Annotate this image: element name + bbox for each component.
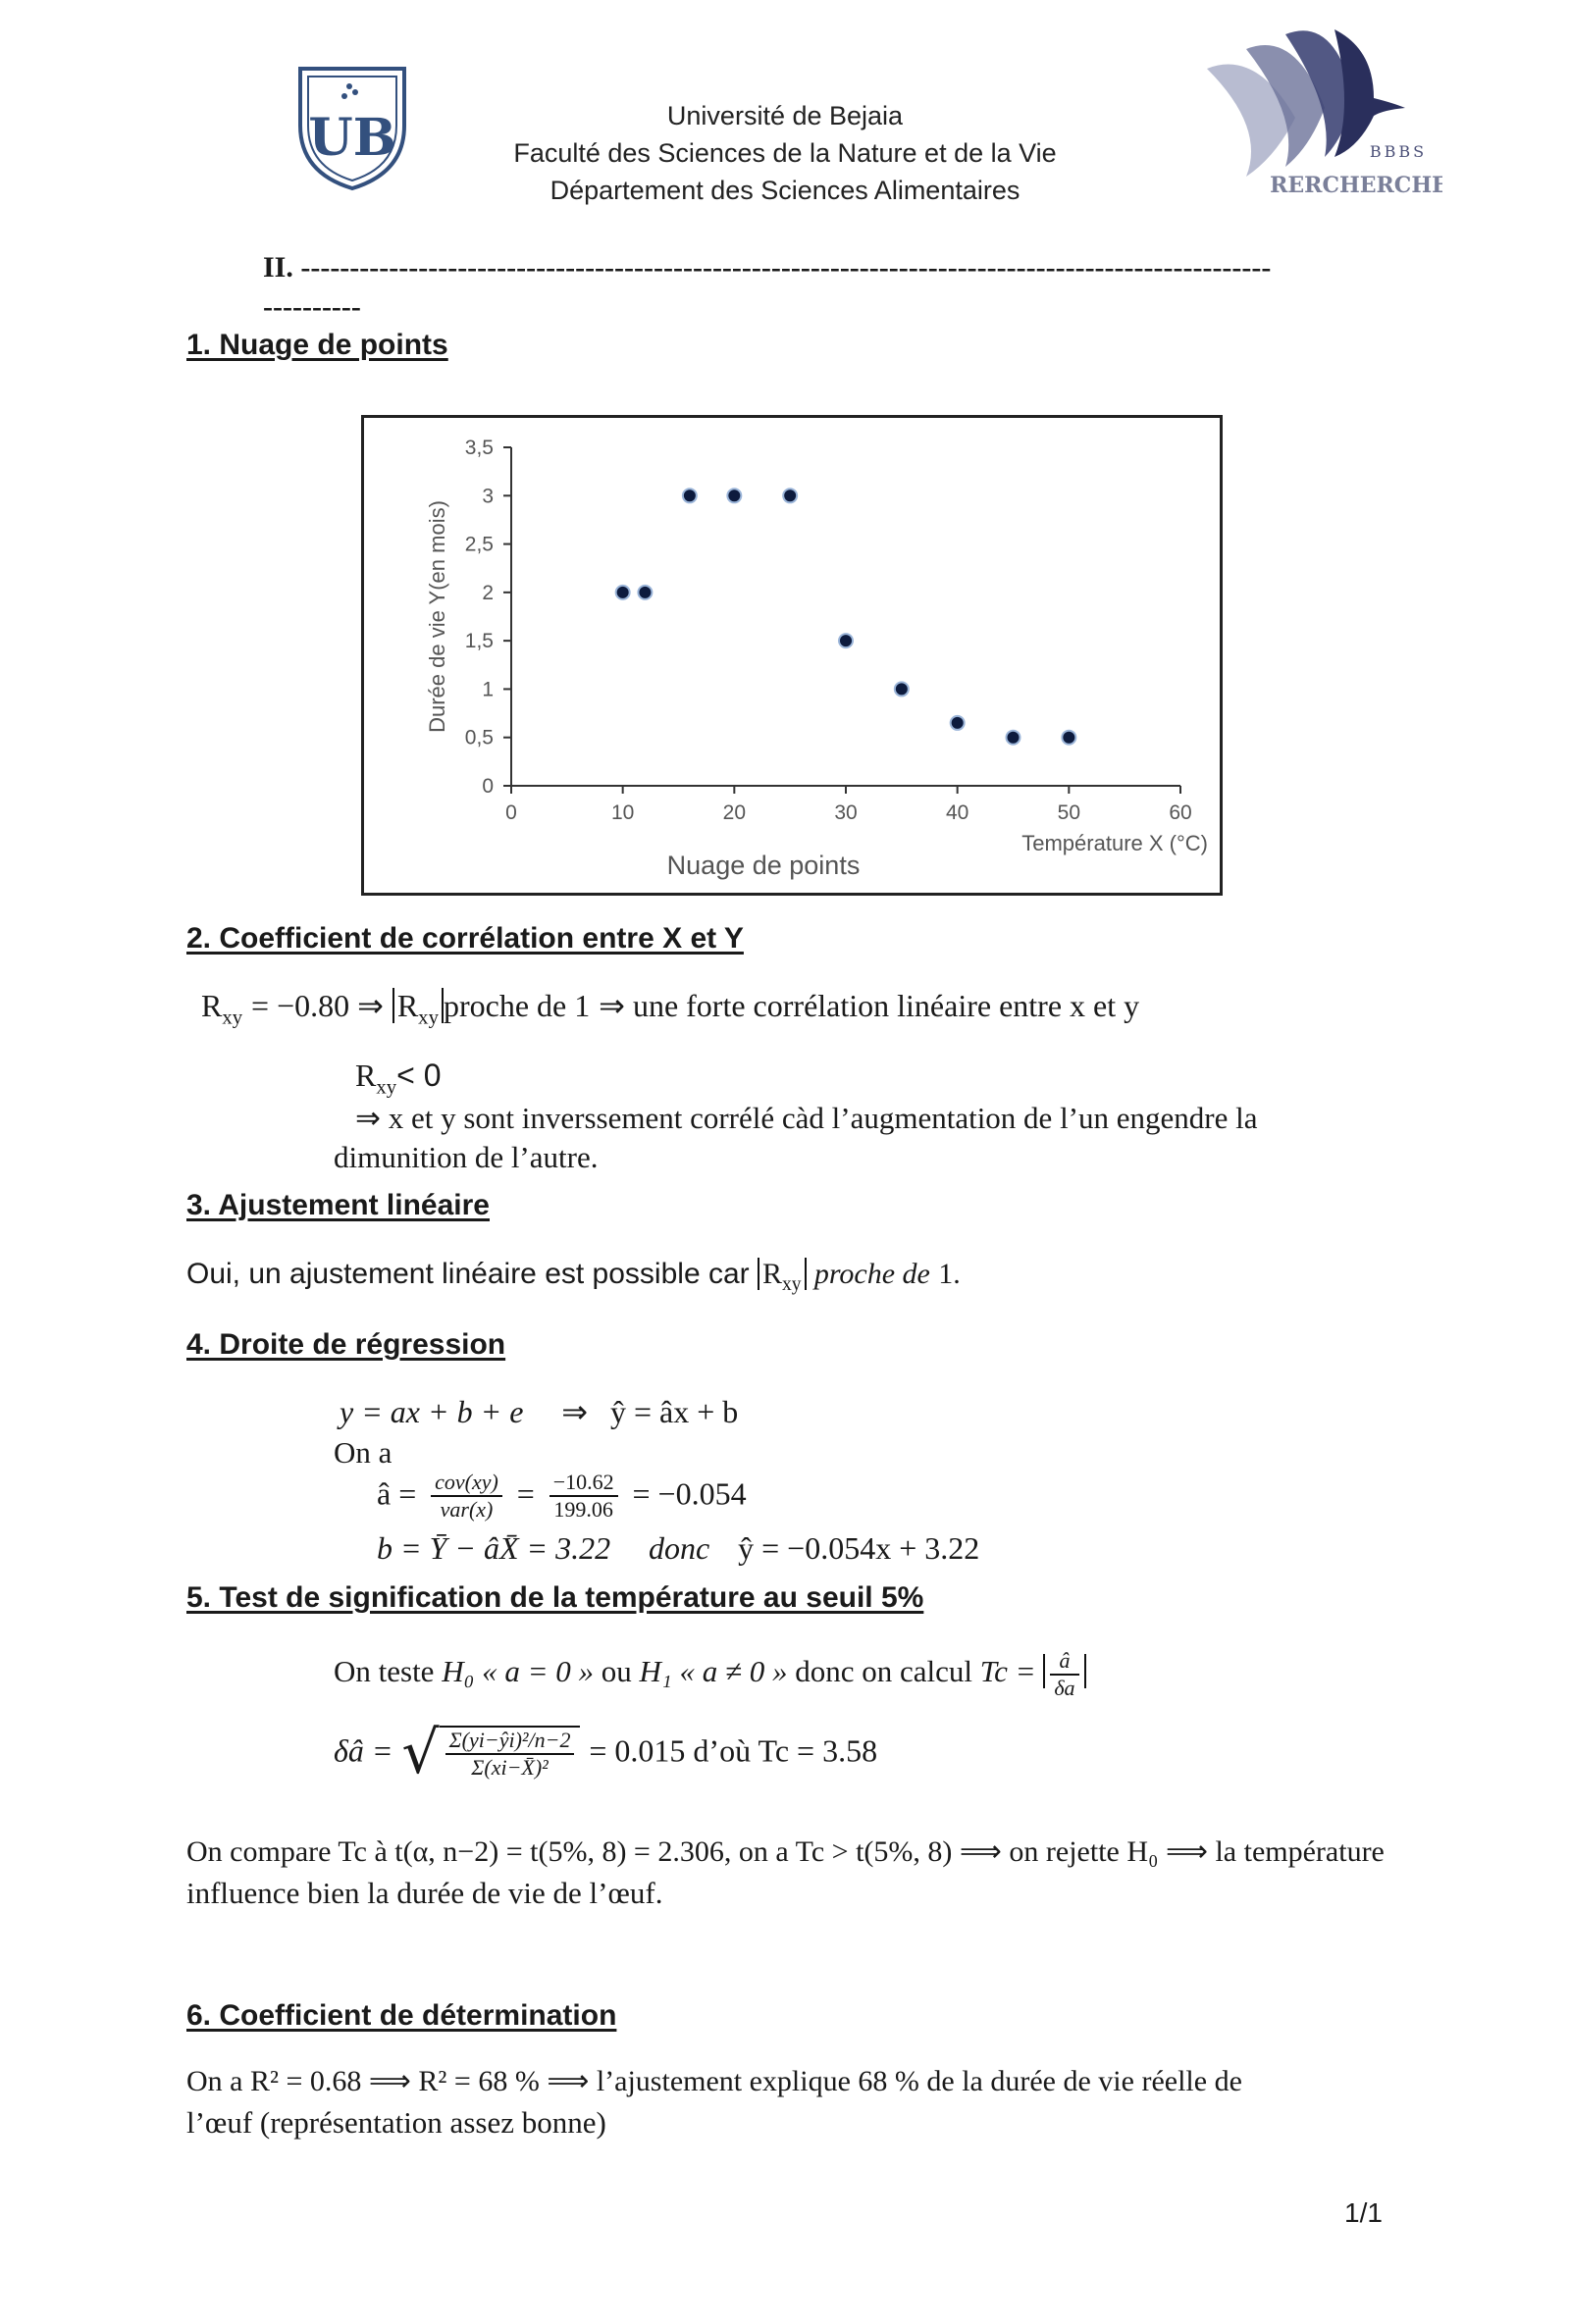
svg-text:RERCHERCHE: RERCHERCHE <box>1270 173 1442 198</box>
b-fit: ŷ = −0.054x + 3.22 <box>738 1530 980 1566</box>
model-equation: y = ax + b + e <box>340 1394 524 1429</box>
delta-label: δâ = <box>334 1732 393 1769</box>
x-tick-label: 0 <box>505 801 517 824</box>
correlation-line: $R_{xy} = -0.80$ ⇒ $R_{xy}$ proche de 1 ⇒ une forte corrélation linéaire entre x et y <box>201 988 1140 1029</box>
data-point <box>1062 731 1075 745</box>
rxy-abs-tail: proche de 1 <box>443 988 591 1023</box>
negative-correlation-text-1: ⇒ x et y sont inverssement corrélé càd l’augmentation de l’un engendre la <box>355 1101 1258 1135</box>
header-university: Université de Bejaia <box>666 101 904 130</box>
negative-correlation-text-2: dimunition de l’autre. <box>334 1140 599 1174</box>
y-tick-label: 0,5 <box>464 726 494 749</box>
x-tick-label: 60 <box>1169 801 1192 824</box>
x-tick-label: 10 <box>610 801 635 824</box>
y-tick-label: 2 <box>482 581 494 604</box>
y-axis-label: Durée de vie Y(en mois) <box>425 500 449 733</box>
part-heading: II. --------------------------------------------------------------------------------------------------- <box>263 251 1272 284</box>
test-intro: On teste <box>334 1654 435 1689</box>
a-hat-value: = −0.054 <box>632 1475 747 1512</box>
y-tick-label: 0 <box>482 775 494 798</box>
delta-numerator: Σ(yi−ŷi)²/n−2 <box>445 1728 575 1755</box>
determination-line-1: On a R² = 0.68 ⟹ R² = 68 % ⟹ l’ajustement explique 68 % de la durée de vie réelle de <box>186 2065 1242 2097</box>
part-heading-continuation: ---------- <box>263 290 361 323</box>
section-2-title: 2. Coefficient de corrélation entre X et Y <box>186 922 744 955</box>
linear-fit-line: Oui, un ajustement linéaire est possible car $R_{xy}$ proche de 1. <box>186 1258 961 1295</box>
y-tick-label: 2,5 <box>464 533 494 556</box>
hypothesis-test-line <box>334 1648 1086 1701</box>
tc-label: Tc = <box>979 1654 1036 1689</box>
a-hat-formula <box>377 1470 747 1523</box>
correlation-conclusion: ⇒ une forte corrélation linéaire entre x et y <box>599 988 1140 1023</box>
data-point <box>683 489 697 502</box>
section-5-title: 5. Test de signification de la température au seuil 5% <box>186 1581 924 1614</box>
data-point <box>616 586 630 599</box>
data-point <box>727 489 741 502</box>
model-arrow: ⇒ <box>561 1394 589 1429</box>
data-point <box>839 634 853 647</box>
tc-den: δa <box>1054 1676 1075 1700</box>
determination-line-2: l’œuf (représentation assez bonne) <box>186 2105 606 2140</box>
y-tick-label: 3 <box>482 485 494 508</box>
linear-fit-text: Oui, un ajustement linéaire est possible car <box>186 1258 750 1290</box>
a-hat-label: â = <box>377 1475 417 1512</box>
y-tick-label: 1 <box>482 678 494 701</box>
cov-value: −10.62 <box>550 1470 618 1497</box>
compare-line-2: influence bien la durée de vie de l’œuf. <box>186 1876 663 1910</box>
svg-text:BBBS: BBBS <box>1369 142 1428 161</box>
delta-formula: δâ = √ $\frac{\text{Σ(yi−ŷi)²/n−2}}{\text{Σ(xi−X̄)²}}$ = 0.015 d’où Tc = 3.58 <box>334 1719 878 1787</box>
x-tick-label: 20 <box>722 801 747 824</box>
delta-result: = 0.015 d’où Tc = 3.58 <box>589 1732 878 1769</box>
model-fit: ŷ = âx + b <box>609 1394 739 1429</box>
data-point <box>783 489 797 502</box>
header-department: Département des Sciences Alimentaires <box>550 176 1020 205</box>
section-1-title: 1. Nuage de points <box>186 329 448 361</box>
regression-model <box>340 1393 738 1430</box>
x-axis-label: Température X (°C) <box>1021 831 1208 855</box>
svg-text:UB: UB <box>308 108 396 168</box>
b-formula <box>377 1530 979 1567</box>
y-tick-label: 3,5 <box>464 437 494 459</box>
data-point <box>895 682 909 696</box>
data-point <box>638 586 652 599</box>
compare-line-1: On compare Tc à t(α, n−2) = t(5%, 8) = 2.306, on a Tc > t(5%, 8) ⟹ on rejette H₀ ⟹ la température <box>186 1835 1385 1868</box>
page-number: 1/1 <box>1344 2197 1383 2228</box>
calc-text: donc on calcul <box>795 1654 972 1689</box>
data-point <box>1007 731 1020 745</box>
on-a: On a <box>334 1435 392 1470</box>
ou-word: ou <box>601 1654 632 1689</box>
section-3-title: 3. Ajustement linéaire <box>186 1189 490 1221</box>
section-4-title: 4. Droite de régression <box>186 1328 506 1361</box>
var-value: 199.06 <box>553 1497 613 1522</box>
research-logo <box>1187 10 1442 201</box>
scatter-plot-svg <box>364 418 1220 893</box>
rxy-negative: $R_{xy}< 0$ <box>355 1058 442 1099</box>
tc-num: â <box>1050 1648 1078 1676</box>
linear-fit-tail: proche de <box>813 1258 930 1290</box>
scatter-chart <box>361 415 1223 896</box>
data-point <box>951 716 965 730</box>
rxy-negative-sign: < 0 <box>396 1058 442 1093</box>
x-tick-label: 30 <box>834 801 858 824</box>
rxy-value: = −0.80 ⇒ <box>251 988 384 1023</box>
university-logo <box>290 57 414 192</box>
section-6-title: 6. Coefficient de détermination <box>186 1999 617 2032</box>
cov-xy: cov(xy) <box>431 1470 502 1497</box>
chart-title: Nuage de points <box>666 851 861 880</box>
header-faculty: Faculté des Sciences de la Nature et de la Vie <box>513 138 1057 168</box>
donc-word: donc <box>649 1530 710 1566</box>
x-tick-label: 40 <box>945 801 969 824</box>
a-hat-eq: = <box>516 1475 535 1512</box>
x-tick-label: 50 <box>1057 801 1081 824</box>
h0: H₀ « a = 0 » <box>442 1654 595 1689</box>
linear-fit-one: 1. <box>938 1258 961 1290</box>
var-x: var(x) <box>440 1497 494 1522</box>
b-line: b = Ȳ − âX̄ = 3.22 <box>377 1530 611 1566</box>
y-tick-label: 1,5 <box>464 630 494 653</box>
delta-denominator: Σ(xi−X̄)² <box>471 1755 549 1780</box>
h1: H₁ « a ≠ 0 » <box>639 1654 788 1689</box>
